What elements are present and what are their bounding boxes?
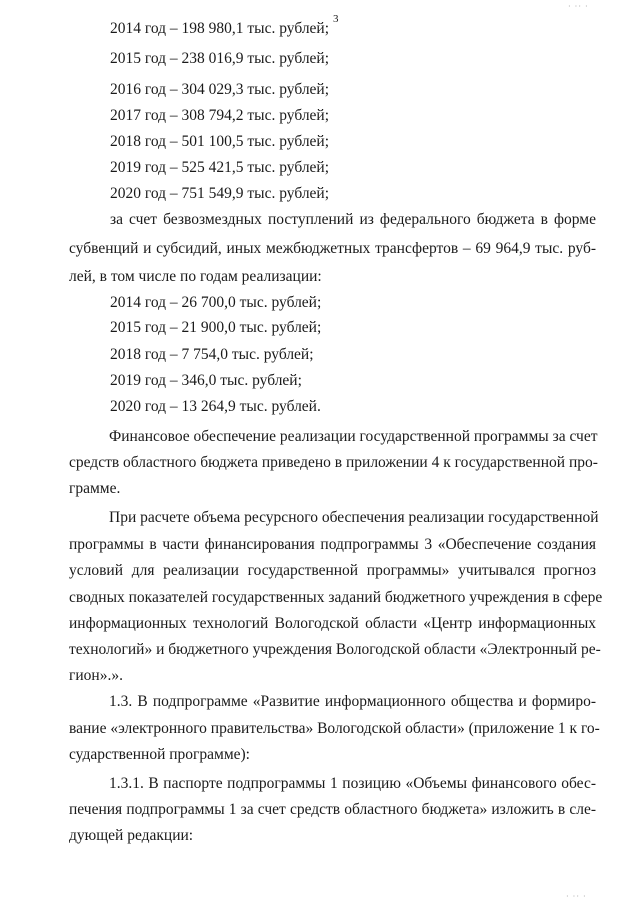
scan-mark: · ·· · [566, 892, 587, 901]
funding-line: 2018 год – 501 100,5 тыс. рублей; [110, 133, 330, 150]
paragraph-line: информационных технологий Вологодской области «Центр информационных [69, 615, 596, 632]
paragraph-line: программы в части финансирования подпрограммы 3 «Обеспечение создания [69, 536, 596, 553]
paragraph-line: печения подпрограммы 1 за счет средств областного бюджета» изложить в сле- [69, 801, 596, 818]
funding-line: 2018 год – 7 754,0 тыс. рублей; [110, 346, 314, 363]
paragraph-line: сударственной программе): [69, 746, 250, 763]
funding-line: 2020 год – 751 549,9 тыс. рублей; [110, 185, 330, 202]
paragraph-line: технологий» и бюджетного учреждения Вологодской области «Электронный ре- [69, 641, 601, 658]
paragraph-line: 1.3.1. В паспорте подпрограммы 1 позицию «Объемы финансового обес- [109, 775, 596, 792]
paragraph-line: сводных показателей государственных заданий бюджетного учреждения в сфере [69, 589, 603, 606]
paragraph-line: Финансовое обеспечение реализации государственной программы за счет [109, 428, 598, 445]
page-number: 3 [333, 13, 339, 25]
paragraph-line: средств областного бюджета приведено в приложении 4 к государственной про- [69, 454, 598, 471]
funding-line: 2015 год – 238 016,9 тыс. рублей; [110, 50, 330, 67]
funding-line: 2016 год – 304 029,3 тыс. рублей; [110, 81, 330, 98]
paragraph-line: При расчете объема ресурсного обеспечения реализации государственной [109, 509, 599, 526]
paragraph-line: условий для реализации государственной программы» учитывался прогноз [69, 562, 596, 579]
scan-mark: · ·· · [568, 2, 589, 11]
paragraph-line: субвенций и субсидий, иных межбюджетных трансфертов – 69 964,9 тыс. руб- [69, 240, 596, 257]
funding-line: 2014 год – 198 980,1 тыс. рублей; [110, 20, 330, 37]
funding-line: 2014 год – 26 700,0 тыс. рублей; [110, 294, 322, 311]
paragraph-line: лей, в том числе по годам реализации: [69, 268, 322, 285]
funding-line: 2017 год – 308 794,2 тыс. рублей; [110, 107, 330, 124]
paragraph-line: дующей редакции: [69, 827, 194, 844]
funding-line: 2015 год – 21 900,0 тыс. рублей; [110, 319, 322, 336]
funding-line: 2019 год – 346,0 тыс. рублей; [110, 372, 302, 389]
paragraph-line: за счет безвозмездных поступлений из федерального бюджета в форме [110, 211, 596, 228]
paragraph-line: грамме. [69, 480, 121, 497]
funding-line: 2019 год – 525 421,5 тыс. рублей; [110, 159, 330, 176]
funding-line: 2020 год – 13 264,9 тыс. рублей. [110, 398, 321, 415]
paragraph-line: 1.3. В подпрограмме «Развитие информационного общества и формиро- [109, 693, 596, 710]
paragraph-line: гион».». [69, 667, 123, 684]
paragraph-line: вание «электронного правительства» Вологодской области» (приложение 1 к го- [69, 720, 600, 737]
